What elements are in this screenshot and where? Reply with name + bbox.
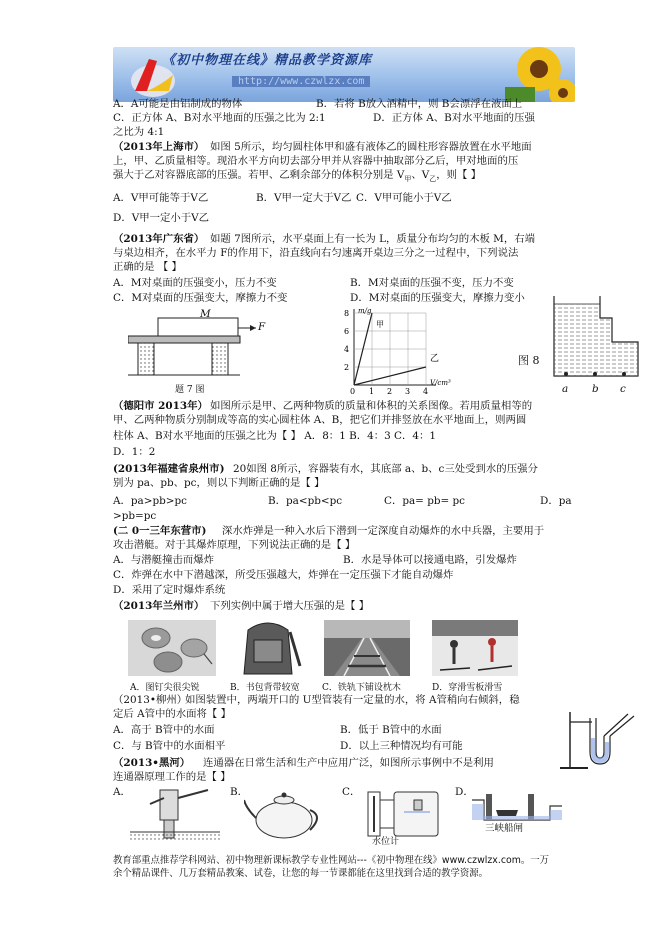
mass-volume-graph xyxy=(336,305,466,395)
option-b: B．V甲一定大于V乙 xyxy=(256,192,352,204)
option-a: A．A可能是由铝制成的物体 xyxy=(113,98,243,110)
figure-8-point-b: b xyxy=(592,383,599,395)
question-text: 强大于乙对容器底部的压强。若甲、乙剩余部分的体积分别是 $V_甲$、$V_乙$，则【 】 xyxy=(113,169,482,184)
option-d: D．M对桌面的压强变大，摩擦力变小 xyxy=(350,292,525,304)
x-tick: 4 xyxy=(423,387,429,395)
option-c: C．正方体 A、B对水平地面的压强之比为 2:1 xyxy=(113,112,326,124)
figure-8-container xyxy=(552,294,642,394)
x-axis-label: V/cm³ xyxy=(430,379,451,387)
question-text: 如图 5所示，均匀圆柱体甲和盛有液体乙的圆柱形容器放置在水平地面 xyxy=(210,141,532,153)
option-d: D．以上三种情况均有可能 xyxy=(340,740,463,752)
option-c-label: C． xyxy=(342,786,361,798)
question-text: 正确的是 【 】 xyxy=(113,261,182,273)
question-source: （2013•黑河） xyxy=(113,757,191,769)
page-footer: 教育部重点推荐学科网站、初中物理新课标教学专业性网站---《初中物理在线》www.czwlzx.com。一万余个精品课件、几万套精品教案、试卷，让您的每一节课都能在这里找到合适的教学资源。 xyxy=(113,855,549,879)
question-text: 连通器在日常生活和生产中应用广泛，如图所示事例中不是利用 xyxy=(203,757,494,769)
option-d: D．正方体 A、B对水平地面的压强 xyxy=(373,112,535,124)
option-d-cont: 之比为 4:1 xyxy=(113,126,165,138)
question-text: 如图装置中，两端开口的 U型管装有一定量的水，将 A管稍向右倾斜，稳 xyxy=(185,694,520,706)
question-text: 20如图 8所示，容器装有水，其底部 a、b、c三处受到水的压强分 xyxy=(233,463,538,475)
question-text: 上，甲、乙质量相等。现沿水平方向切去部分甲并从容器中抽取部分乙后，甲对地面的压 xyxy=(113,155,519,167)
series-label-jia: 甲 xyxy=(376,320,384,329)
x-tick: 2 xyxy=(387,387,393,395)
figure-7-caption: 题 7 图 xyxy=(175,385,205,395)
option-a: A．与潜艇撞击而爆炸 xyxy=(113,554,215,566)
option-d-label: D． xyxy=(455,786,474,798)
question-text: 别为 pa、pb、pc，则以下判断正确的是【 】 xyxy=(113,477,325,489)
x-tick: 1 xyxy=(369,387,375,395)
y-tick: 2 xyxy=(344,363,350,372)
question-text: 连通器原理工作的是【 】 xyxy=(113,771,231,783)
option-c: C．V甲可能小于V乙 xyxy=(356,192,452,204)
option-d: D．1：2 xyxy=(113,446,156,458)
caption-a: A．图钉尖很尖锐 xyxy=(130,683,200,693)
figure-8-point-a: a xyxy=(562,383,569,395)
question-text: 与桌边相齐，在水平力 F的作用下，沿直线向右匀速离开桌边三分之一过程中，下列说法 xyxy=(113,247,519,259)
option-a: A．M对桌面的压强变小，压力不变 xyxy=(113,277,277,289)
question-source: （2013•柳州） xyxy=(113,694,188,706)
banner-url[interactable]: http://www.czwlzx.com xyxy=(232,76,370,87)
question-source: （2013年上海市） xyxy=(113,141,205,153)
option-b: B．若将 B放入酒精中，则 B会漂浮在液面上 xyxy=(316,98,523,110)
question-source: (2013年福建省泉州市) xyxy=(113,463,225,475)
option-b: B．pa<pb<pc xyxy=(268,495,343,507)
option-c: C．炸弹在水中下潜越深，所受压强越大，炸弹在一定压强下才能自动爆炸 xyxy=(113,569,454,581)
question-source: (二 0一三年东营市) xyxy=(113,525,207,537)
series-label-yi: 乙 xyxy=(430,354,440,364)
option-b: B．低于 B管中的水面 xyxy=(340,724,442,736)
question-text: 攻击潜艇。对于其爆炸原理，下列说法正确的是【 】 xyxy=(113,539,356,551)
y-tick: 6 xyxy=(344,327,350,336)
banner-title: 《初中物理在线》精品教学资源库 xyxy=(162,53,373,68)
figure-7-f-label: F xyxy=(258,321,266,333)
question-text: 柱体 A、B对水平地面的压强之比为【 】 A．8：1 B．4：3 C．4：1 xyxy=(113,430,436,442)
question-text: 如题 7图所示，水平桌面上有一长为 L，质量分布均匀的木板 M，右端 xyxy=(210,233,535,245)
option-d: D．采用了定时爆炸系统 xyxy=(113,584,226,596)
water-gauge-label: 水位计 xyxy=(372,837,400,847)
figure-water-pump xyxy=(130,786,220,842)
option-a: A．V甲可能等于V乙 xyxy=(113,192,209,204)
question-source: （2013年广东省） xyxy=(113,233,205,245)
x-tick: 3 xyxy=(405,387,411,395)
figure-8-point-c: c xyxy=(620,383,626,395)
option-c: C．pa= pb= pc xyxy=(384,495,465,507)
x-tick: 0 xyxy=(350,387,356,395)
figure-8-label: 图 8 xyxy=(518,354,540,367)
question-text: 定后 A管中的水面将【 】 xyxy=(113,708,232,720)
y-tick: 8 xyxy=(344,309,350,318)
question-text: 下列实例中属于增大压强的是【 】 xyxy=(210,600,370,612)
photo-skiing xyxy=(432,620,518,676)
y-tick: 4 xyxy=(344,345,350,354)
caption-d: D．穿滑雪板滑雪 xyxy=(432,683,503,693)
photo-thumbtack xyxy=(128,620,216,676)
photo-backpack xyxy=(232,618,304,678)
question-source: （德阳市 2013年） xyxy=(113,400,208,412)
caption-b: B．书包背带较宽 xyxy=(230,683,300,693)
y-axis-label: m/g xyxy=(358,307,372,315)
option-b: B．水是导体可以接通电路，引发爆炸 xyxy=(343,554,517,566)
option-d: D．pa xyxy=(540,495,572,507)
option-d-cont: >pb=pc xyxy=(113,510,157,522)
option-b-label: B． xyxy=(230,786,249,798)
option-c: C．与 B管中的水面相平 xyxy=(113,740,226,752)
u-tube-figure xyxy=(554,708,644,778)
option-a-label: A． xyxy=(113,786,131,798)
figure-water-gauge xyxy=(360,786,450,842)
question-text: 深水炸弹是一种入水后下潜到一定深度自动爆炸的水中兵器，主要用于 xyxy=(222,525,545,537)
option-d: D．V甲一定小于V乙 xyxy=(113,212,210,224)
photo-railway xyxy=(324,620,410,676)
figure-7-m-label: M xyxy=(200,308,211,320)
option-a: A．高于 B管中的水面 xyxy=(113,724,215,736)
option-b: B．M对桌面的压强不变，压力不变 xyxy=(350,277,514,289)
option-c: C．M对桌面的压强变大，摩擦力不变 xyxy=(113,292,288,304)
caption-c: C．铁轨下铺设枕木 xyxy=(322,683,401,693)
figure-teapot xyxy=(244,786,326,842)
question-text: 甲、乙两种物质分别制成等高的实心圆柱体 A、B，把它们并排竖放在水平地面上，则两圆 xyxy=(113,414,527,426)
question-source: （2013年兰州市） xyxy=(113,600,205,612)
option-a: A．pa>pb>pc xyxy=(113,495,187,507)
ship-lock-label: 三峡船闸 xyxy=(485,823,524,834)
question-text: 如图所示是甲、乙两种物质的质量和体积的关系图像。若用质量相等的 xyxy=(210,400,533,412)
